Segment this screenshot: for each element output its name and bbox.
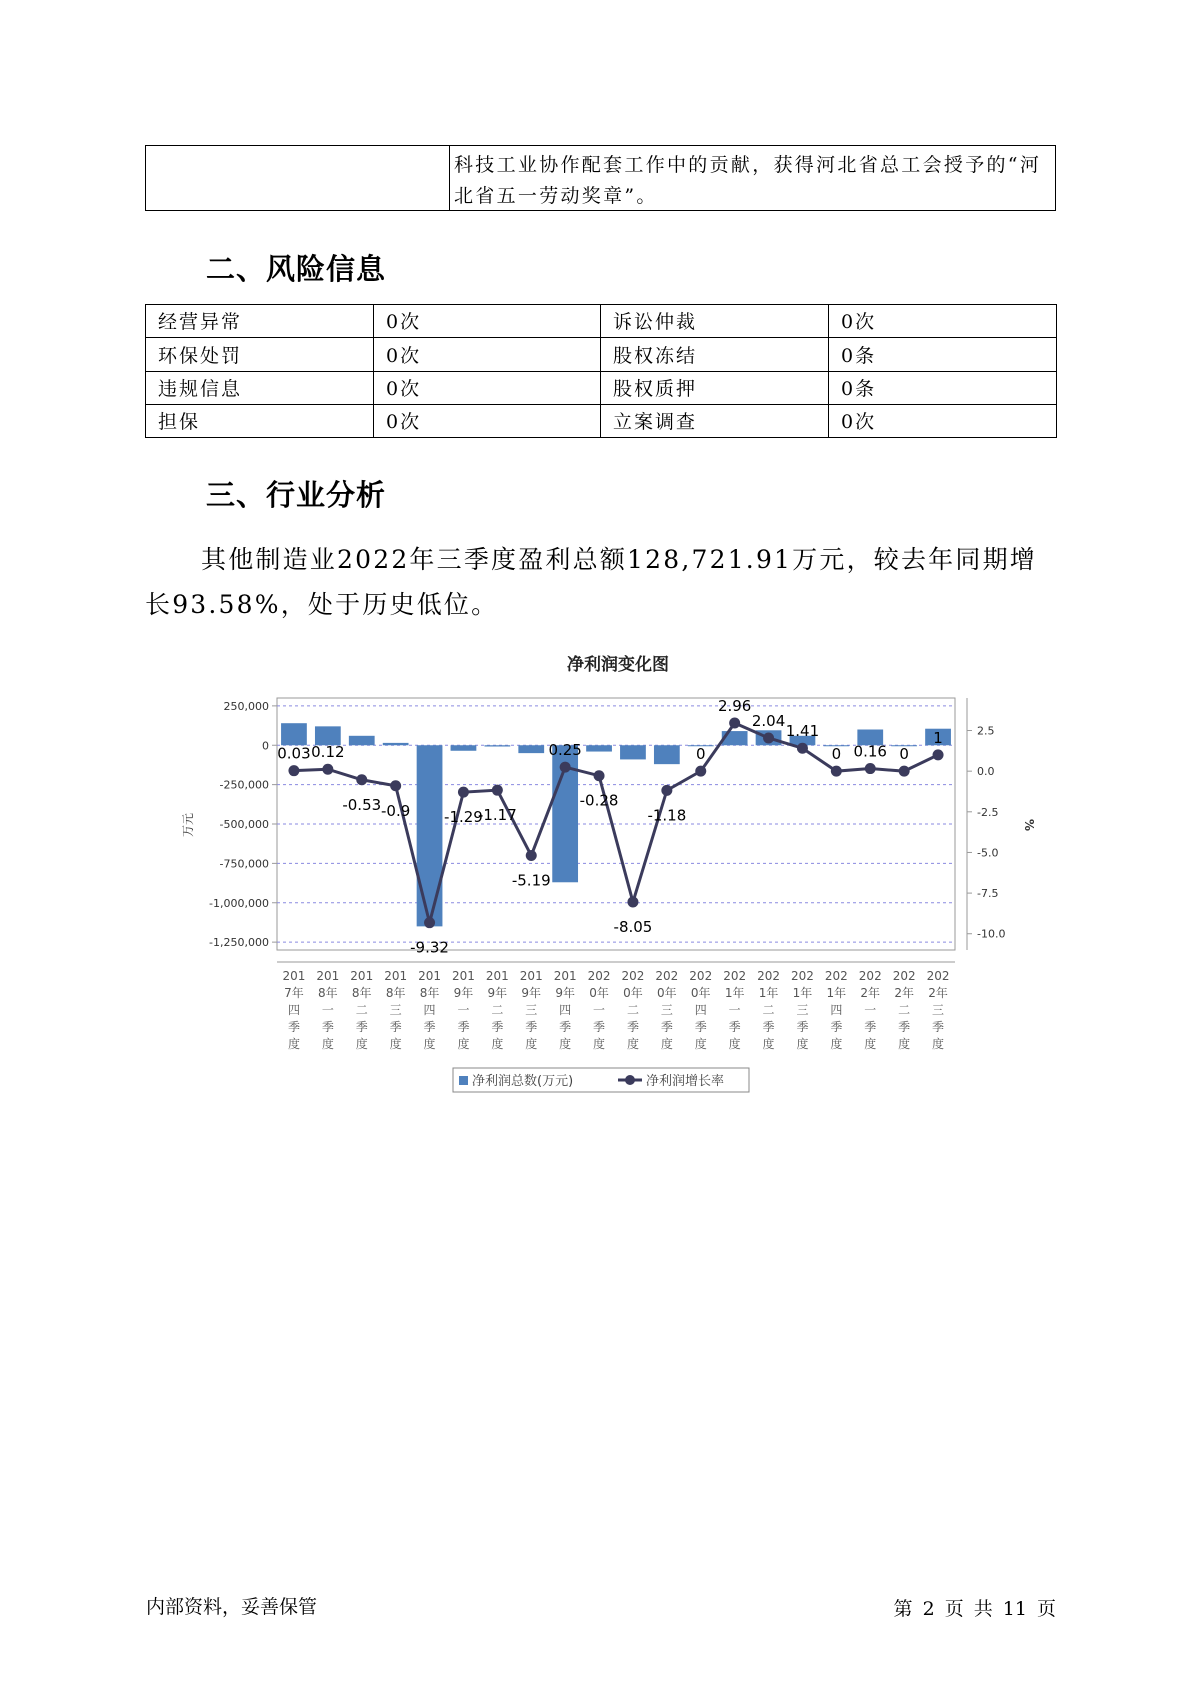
category-label: 四 [423,1003,436,1017]
growth-rate-line [294,723,938,923]
award-table [145,145,1056,211]
growth-rate-point [458,787,469,798]
category-label: 202 [926,969,950,983]
category-label: 8年 [419,986,440,1000]
growth-rate-point [763,732,774,743]
chart-bar [518,745,544,753]
growth-rate-label: 1.41 [785,722,820,741]
growth-rate-point [594,770,605,781]
category-label: 度 [898,1037,911,1051]
section-title-industry: 三、行业分析 [206,478,387,512]
footer-confidential: 内部资料，妥善保管 [146,1596,318,1618]
table-row [146,305,1057,338]
category-label: 1年 [792,986,813,1000]
right-tick-label: -2.5 [977,805,999,819]
growth-rate-label: 0.03 [277,744,311,763]
risk-label: 经营异常 [146,305,374,338]
left-axis-title: 万元 [181,812,195,838]
category-label: 季 [389,1020,402,1034]
category-label: 二 [762,1003,775,1017]
category-label: 202 [824,969,848,983]
category-label: 季 [525,1020,538,1034]
left-tick-label: -250,000 [219,778,269,792]
chart-bar [417,745,443,926]
category-label: 201 [553,969,577,983]
category-label: 三 [525,1003,538,1017]
growth-rate-point [356,774,367,785]
growth-rate-label: 0 [831,745,842,764]
category-label: 202 [723,969,747,983]
category-label: 季 [796,1020,809,1034]
category-label: 201 [519,969,543,983]
risk-label: 担保 [146,404,374,437]
category-label: 季 [593,1020,606,1034]
award-table-left-cell [146,146,450,210]
growth-rate-point [865,763,876,774]
right-axis-title: % [1022,818,1036,832]
right-tick-label: -10.0 [977,927,1006,941]
category-label: 度 [321,1037,334,1051]
category-label: 201 [316,969,340,983]
category-label: 2年 [928,986,948,1000]
category-label: 季 [423,1020,436,1034]
right-tick-label: 0.0 [977,765,995,779]
category-label: 三 [389,1003,402,1017]
left-tick-label: -500,000 [219,818,269,831]
growth-rate-label: 0.12 [311,743,345,762]
risk-label: 环保处罚 [146,338,374,371]
legend-bar-swatch [459,1076,468,1085]
page-number: 第 2 页 共 11 页 [893,1598,1056,1620]
category-label: 8年 [385,986,406,1000]
chart-bar [586,745,612,751]
growth-rate-point [695,766,706,777]
category-label: 季 [355,1020,368,1034]
left-tick-label: -1,250,000 [209,936,269,950]
table-row [146,404,1057,437]
growth-rate-label: -1.29 [444,808,483,827]
category-label: 1年 [826,986,847,1000]
category-label: 四 [694,1003,707,1017]
growth-rate-label: -9.32 [410,938,449,957]
category-label: 202 [892,969,916,983]
left-tick-label: 0 [262,739,269,753]
right-tick-label: -5.0 [977,846,999,860]
risk-label: 诉讼仲裁 [601,305,829,338]
chart-bar [451,745,477,751]
category-label: 度 [423,1037,436,1051]
category-label: 度 [389,1037,402,1051]
category-label: 一 [864,1003,877,1017]
category-label: 度 [830,1037,843,1051]
category-label: 季 [762,1020,775,1034]
risk-value: 0次 [374,371,601,404]
category-label: 度 [457,1037,470,1051]
growth-rate-point [899,766,910,777]
growth-rate-label: -5.19 [511,871,551,890]
category-label: 二 [491,1003,504,1017]
category-label: 1年 [758,986,779,1000]
category-label: 度 [491,1037,504,1051]
category-label: 一 [457,1003,470,1017]
growth-rate-label: 0 [695,745,706,764]
chart-title: 净利润变化图 [567,655,669,675]
category-label: 季 [491,1020,504,1034]
growth-rate-point [526,850,537,861]
category-label: 度 [525,1037,538,1051]
category-label: 三 [932,1003,945,1017]
category-label: 202 [858,969,882,983]
category-label: 度 [660,1037,673,1051]
category-label: 201 [485,969,509,983]
category-label: 202 [621,969,645,983]
category-label: 季 [830,1020,843,1034]
category-label: 度 [355,1037,368,1051]
category-label: 三 [796,1003,809,1017]
left-tick-label: -750,000 [219,857,269,871]
category-label: 季 [626,1020,639,1034]
right-tick-label: -7.5 [977,887,999,901]
category-label: 8年 [351,986,372,1000]
category-label: 201 [350,969,374,983]
category-label: 一 [593,1003,606,1017]
net-profit-chart [180,650,1036,1100]
category-label: 202 [689,969,713,983]
category-label: 四 [559,1003,572,1017]
growth-rate-point [661,785,672,796]
category-label: 9年 [555,986,575,1000]
growth-rate-point [424,917,435,928]
chart-bar [281,723,307,745]
growth-rate-point [831,766,842,777]
growth-rate-point [390,780,401,791]
growth-rate-point [288,765,299,776]
legend-line-label: 净利润增长率 [646,1074,725,1089]
growth-rate-label: -0.9 [381,801,411,820]
category-label: 二 [626,1003,639,1017]
category-label: 2年 [860,986,881,1000]
growth-rate-point [492,785,503,796]
category-label: 二 [898,1003,911,1017]
award-table-text: 科技工业协作配套工作中的贡献，获得河北省总工会授予的“河北省五一劳动奖章”。 [454,154,1042,207]
category-label: 0年 [623,986,643,1000]
category-label: 9年 [453,986,474,1000]
risk-label: 股权冻结 [601,338,829,371]
left-tick-label: 250,000 [223,699,269,713]
risk-value: 0次 [829,305,1057,338]
category-label: 202 [790,969,814,983]
growth-rate-label: 0 [899,745,909,764]
category-label: 四 [830,1003,843,1017]
category-label: 季 [728,1020,741,1034]
chart-bar [349,736,375,745]
left-tick-label: -1,000,000 [209,896,269,910]
category-label: 0年 [589,986,609,1000]
growth-rate-label: -0.53 [342,795,382,814]
risk-value: 0条 [829,338,1057,371]
risk-value: 0次 [374,404,601,437]
category-label: 9年 [487,986,508,1000]
category-label: 一 [728,1003,741,1017]
growth-rate-point [627,897,638,908]
chart-bar [620,745,646,759]
category-label: 202 [655,969,679,983]
category-label: 度 [728,1037,741,1051]
risk-value: 0次 [374,305,601,338]
chart-bar [654,745,680,764]
right-tick-label: 2.5 [977,724,995,738]
legend-line-marker [625,1075,635,1085]
category-label: 度 [932,1037,945,1051]
industry-paragraph-text: 其他制造业2022年三季度盈利总额128,721.91万元，较去年同期增长93.58%，处于历史低位。 [145,545,1037,619]
category-label: 一 [321,1003,334,1017]
category-label: 度 [796,1037,809,1051]
category-label: 201 [282,969,306,983]
chart-bar [383,743,409,745]
growth-rate-point [933,749,944,760]
category-label: 季 [898,1020,911,1034]
category-label: 0年 [690,986,711,1000]
category-label: 202 [757,969,781,983]
category-label: 季 [559,1020,572,1034]
category-label: 1年 [724,986,745,1000]
category-label: 度 [559,1037,572,1051]
risk-label: 股权质押 [601,371,829,404]
risk-value: 0条 [829,371,1057,404]
category-label: 度 [626,1037,639,1051]
category-label: 季 [660,1020,673,1034]
industry-paragraph [145,537,1056,627]
growth-rate-point [729,718,740,729]
growth-rate-point [560,762,571,773]
table-row [146,371,1057,404]
risk-label: 立案调查 [601,404,829,437]
category-label: 9年 [521,986,542,1000]
category-label: 四 [287,1003,300,1017]
growth-rate-point [797,743,808,754]
risk-label: 违规信息 [146,371,374,404]
category-label: 度 [864,1037,877,1051]
growth-rate-label: -1.17 [477,806,517,825]
growth-rate-label: 2.04 [751,711,786,730]
category-label: 2年 [894,986,914,1000]
growth-rate-point [322,764,333,775]
category-label: 季 [694,1020,707,1034]
growth-rate-label: -0.28 [579,791,619,810]
category-label: 度 [762,1037,775,1051]
category-label: 季 [864,1020,877,1034]
category-label: 季 [321,1020,334,1034]
category-label: 度 [694,1037,707,1051]
category-label: 度 [593,1037,606,1051]
category-label: 201 [418,969,442,983]
section-title-risk: 二、风险信息 [206,252,387,286]
category-label: 度 [287,1037,300,1051]
risk-value: 0次 [374,338,601,371]
category-label: 7年 [284,986,304,1000]
category-label: 季 [287,1020,300,1034]
risk-table [145,304,1057,438]
legend-bar-label: 净利润总数(万元) [472,1074,574,1089]
chart-bar [484,745,510,746]
growth-rate-label: -1.18 [647,806,687,825]
growth-rate-label: 1 [933,728,943,747]
category-label: 8年 [318,986,338,1000]
growth-rate-label: -8.05 [613,918,653,937]
growth-rate-label: 0.25 [548,741,582,760]
category-label: 0年 [657,986,677,1000]
table-row [146,338,1057,371]
category-label: 季 [457,1020,470,1034]
category-label: 季 [932,1020,945,1034]
category-label: 三 [660,1003,673,1017]
category-label: 201 [384,969,408,983]
category-label: 201 [451,969,475,983]
growth-rate-label: 2.96 [717,697,752,716]
category-label: 202 [587,969,611,983]
risk-value: 0次 [829,404,1057,437]
growth-rate-label: 0.16 [853,742,887,761]
category-label: 二 [355,1003,368,1017]
